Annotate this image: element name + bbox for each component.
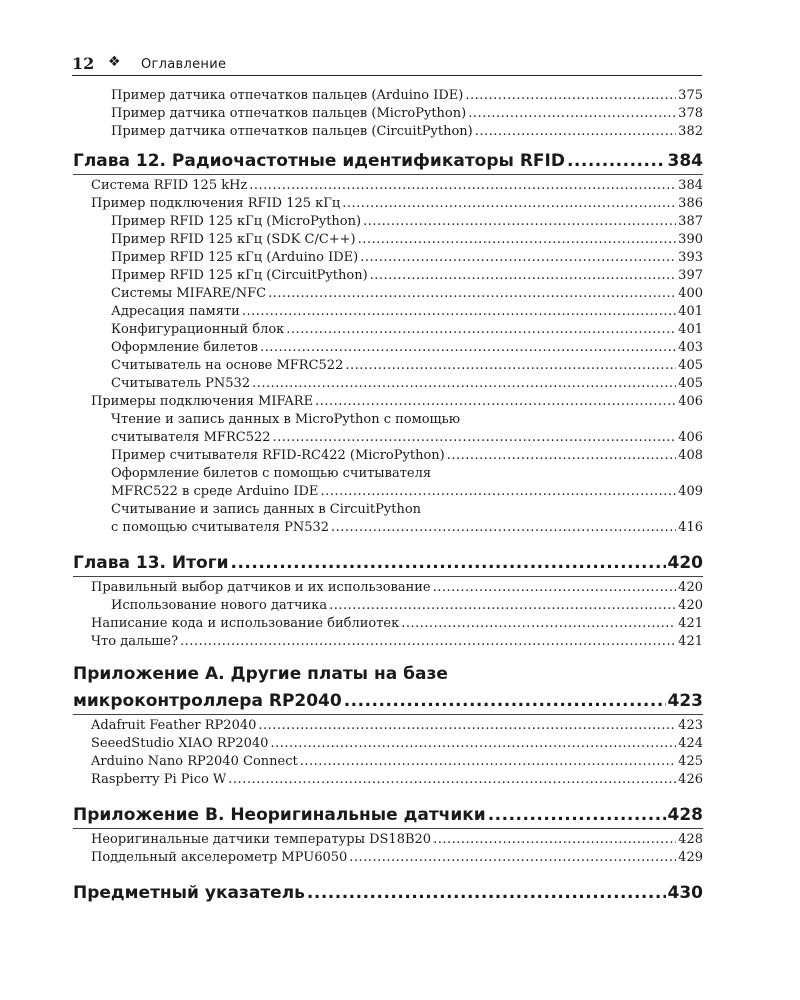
toc-entry[interactable] xyxy=(73,249,703,267)
toc-entry-title: Считыватель на основе MFRC522 xyxy=(111,358,344,373)
dot-leader xyxy=(363,213,676,231)
toc-entry-title: Пример датчика отпечатков пальцев (MicroPython) xyxy=(111,106,467,121)
chapter-page: 423 xyxy=(667,691,703,711)
toc-entry-title: Конфигурационный блок xyxy=(111,322,285,337)
toc-entry-page: 423 xyxy=(678,718,703,733)
dot-leader xyxy=(342,195,676,213)
chapter-heading-line xyxy=(73,661,703,685)
dot-leader xyxy=(468,105,676,123)
toc-entry-page: 382 xyxy=(678,124,703,139)
dot-leader xyxy=(307,883,666,903)
dot-leader xyxy=(370,267,677,285)
chapter-title: Глава 13. Итоги xyxy=(73,553,229,573)
dot-leader xyxy=(345,357,676,375)
toc-entry-page: 425 xyxy=(678,754,703,769)
toc-entry[interactable] xyxy=(73,87,703,105)
toc-entry-title: Поддельный акселерометр MPU6050 xyxy=(91,850,348,865)
toc-entry-line: Считывание и запись данных в CircuitPython xyxy=(111,502,422,517)
dot-leader xyxy=(567,151,666,171)
toc-entry[interactable] xyxy=(73,633,703,651)
toc-entry[interactable] xyxy=(73,177,703,195)
chapter-line xyxy=(73,691,703,711)
toc-entry-page: 401 xyxy=(678,322,703,337)
toc-entry-page: 420 xyxy=(678,580,703,595)
toc-entry[interactable] xyxy=(73,753,703,771)
toc-entry-title: Пример RFID 125 кГц (CircuitPython) xyxy=(111,268,368,283)
dot-leader xyxy=(344,691,666,711)
toc-entry[interactable] xyxy=(73,357,703,375)
dot-leader xyxy=(315,393,676,411)
dot-leader xyxy=(258,717,676,735)
toc-entry[interactable] xyxy=(73,231,703,249)
dot-leader xyxy=(329,597,676,615)
toc-entry-title: с помощью считывателя PN532 xyxy=(111,520,330,535)
chapter-heading[interactable] xyxy=(73,547,703,577)
toc-entry-page: 405 xyxy=(678,358,703,373)
chapter-rule xyxy=(73,174,703,175)
dot-leader xyxy=(331,519,676,537)
chapter-heading[interactable] xyxy=(73,799,703,829)
chapter-title: микроконтроллера RP2040 xyxy=(73,691,342,711)
toc-entry-title: Использование нового датчика xyxy=(111,598,328,613)
ornament-icon: ❖ xyxy=(108,54,121,70)
toc-entry-page: 424 xyxy=(678,736,703,751)
dot-leader xyxy=(270,735,676,753)
toc-entry-title: Написание кода и использование библиотек xyxy=(91,616,400,631)
dot-leader xyxy=(447,447,676,465)
dot-leader xyxy=(268,285,676,303)
toc-entry-page: 405 xyxy=(678,376,703,391)
toc-entry[interactable] xyxy=(73,339,703,357)
toc-entry[interactable] xyxy=(73,195,703,213)
dot-leader xyxy=(249,177,676,195)
toc-entry[interactable] xyxy=(73,375,703,393)
toc-entry-page: 421 xyxy=(678,634,703,649)
toc-entry[interactable] xyxy=(73,429,703,447)
toc-entry[interactable] xyxy=(73,519,703,537)
toc-entry-title: Системы MIFARE/NFC xyxy=(111,286,267,301)
toc-entry[interactable] xyxy=(73,615,703,633)
toc-entry[interactable] xyxy=(73,597,703,615)
toc-entry-title: считывателя MFRC522 xyxy=(111,430,271,445)
toc-entry-title: Считыватель PN532 xyxy=(111,376,251,391)
toc-entry-title: Правильный выбор датчиков и их использование xyxy=(91,580,431,595)
dot-leader xyxy=(475,123,676,141)
toc-entry-page: 420 xyxy=(678,598,703,613)
toc-entry[interactable] xyxy=(73,735,703,753)
dot-leader xyxy=(360,249,676,267)
toc-entry-title: Пример считывателя RFID-RC422 (MicroPython) xyxy=(111,448,445,463)
chapter-page: 430 xyxy=(667,883,703,903)
toc-entry-title: Пример датчика отпечатков пальцев (CircuitPython) xyxy=(111,124,473,139)
chapter-heading[interactable] xyxy=(73,685,703,715)
toc-entry-page: 416 xyxy=(678,520,703,535)
chapter-rule xyxy=(73,828,703,829)
chapter-page: 428 xyxy=(667,805,703,825)
toc-entry[interactable] xyxy=(73,303,703,321)
toc-entry-page: 386 xyxy=(678,196,703,211)
chapter-rule xyxy=(73,576,703,577)
toc-entry-title: Что дальше? xyxy=(91,634,179,649)
toc-entry-title: Arduino Nano RP2040 Connect xyxy=(91,754,298,769)
chapter-title: Глава 12. Радиочастотные идентификаторы RFID xyxy=(73,151,565,171)
dot-leader xyxy=(260,339,676,357)
toc-entry-page: 409 xyxy=(678,484,703,499)
page-header xyxy=(72,52,702,76)
table-of-contents xyxy=(73,87,703,909)
toc-entry-page: 429 xyxy=(678,850,703,865)
chapter-line xyxy=(73,151,703,171)
chapter-page: 384 xyxy=(667,151,703,171)
dot-leader xyxy=(433,831,676,849)
toc-entry-page: 408 xyxy=(678,448,703,463)
toc-entry-title: MFRC522 в среде Arduino IDE xyxy=(111,484,319,499)
toc-entry[interactable] xyxy=(73,717,703,735)
toc-entry-page: 390 xyxy=(678,232,703,247)
chapter-page: 420 xyxy=(667,553,703,573)
toc-entry-title: Raspberry Pi Pico W xyxy=(91,772,227,787)
running-title: Оглавление xyxy=(141,57,227,72)
toc-entry[interactable] xyxy=(73,849,703,867)
toc-entry-title: Система RFID 125 kHz xyxy=(91,178,248,193)
toc-entry-title: Неоригинальные датчики температуры DS18B20 xyxy=(91,832,432,847)
page-number: 12 xyxy=(72,54,95,73)
toc-entry-title: Оформление билетов xyxy=(111,340,258,355)
toc-entry-title: Пример RFID 125 кГц (MicroPython) xyxy=(111,214,362,229)
toc-entry-title: Пример RFID 125 кГц (SDK C/C++) xyxy=(111,232,356,247)
dot-leader xyxy=(231,553,666,573)
toc-entry-title: SeeedStudio XIAO RP2040 xyxy=(91,736,269,751)
dot-leader xyxy=(286,321,676,339)
dot-leader xyxy=(349,849,676,867)
dot-leader xyxy=(300,753,676,771)
toc-entry[interactable] xyxy=(73,267,703,285)
toc-entry-page: 421 xyxy=(678,616,703,631)
toc-entry-page: 393 xyxy=(678,250,703,265)
toc-entry[interactable] xyxy=(73,393,703,411)
toc-entry-page: 406 xyxy=(678,394,703,409)
toc-entry[interactable] xyxy=(73,447,703,465)
chapter-title: Предметный указатель xyxy=(73,883,305,903)
chapter-rule xyxy=(73,714,703,715)
dot-leader xyxy=(465,87,676,105)
dot-leader xyxy=(242,303,676,321)
toc-entry-page: 426 xyxy=(678,772,703,787)
toc-entry[interactable] xyxy=(73,579,703,597)
toc-entry-title: Пример RFID 125 кГц (Arduino IDE) xyxy=(111,250,359,265)
toc-entry-page: 400 xyxy=(678,286,703,301)
dot-leader xyxy=(488,805,666,825)
toc-entry[interactable] xyxy=(73,105,703,123)
dot-leader xyxy=(273,429,677,447)
toc-entry-page: 387 xyxy=(678,214,703,229)
toc-entry[interactable] xyxy=(73,285,703,303)
chapter-heading[interactable] xyxy=(73,877,703,907)
toc-entry[interactable] xyxy=(73,771,703,789)
toc-entry-line: Оформление билетов с помощью считывателя xyxy=(111,466,432,481)
dot-leader xyxy=(228,771,676,789)
toc-entry-line: Чтение и запись данных в MicroPython с помощью xyxy=(111,412,461,427)
toc-entry-title: Примеры подключения MIFARE xyxy=(91,394,314,409)
toc-entry-page: 375 xyxy=(678,88,703,103)
chapter-title-part: Приложение А. Другие платы на базе xyxy=(73,664,448,684)
header-rule xyxy=(72,75,702,76)
chapter-line xyxy=(73,553,703,573)
toc-entry[interactable] xyxy=(73,321,703,339)
toc-entry[interactable] xyxy=(73,213,703,231)
toc-entry-title: Адресация памяти xyxy=(111,304,240,319)
chapter-line xyxy=(73,805,703,825)
toc-entry-page: 428 xyxy=(678,832,703,847)
chapter-line xyxy=(73,883,703,903)
chapter-title: Приложение В. Неоригинальные датчики xyxy=(73,805,486,825)
toc-entry-page: 378 xyxy=(678,106,703,121)
toc-entry-page: 406 xyxy=(678,430,703,445)
toc-entry-title: Пример датчика отпечатков пальцев (Arduino IDE) xyxy=(111,88,464,103)
dot-leader xyxy=(358,231,677,249)
toc-entry-page: 401 xyxy=(678,304,703,319)
dot-leader xyxy=(180,633,676,651)
toc-entry[interactable] xyxy=(73,123,703,141)
chapter-heading[interactable] xyxy=(73,145,703,175)
toc-entry[interactable] xyxy=(73,831,703,849)
dot-leader xyxy=(252,375,676,393)
dot-leader xyxy=(401,615,676,633)
toc-entry-page: 403 xyxy=(678,340,703,355)
toc-entry-title: Пример подключения RFID 125 кГц xyxy=(91,196,341,211)
dot-leader xyxy=(433,579,677,597)
toc-entry-page: 384 xyxy=(678,178,703,193)
dot-leader xyxy=(320,483,676,501)
toc-entry[interactable] xyxy=(73,483,703,501)
toc-entry-title: Adafruit Feather RP2040 xyxy=(91,718,257,733)
toc-entry-page: 397 xyxy=(678,268,703,283)
